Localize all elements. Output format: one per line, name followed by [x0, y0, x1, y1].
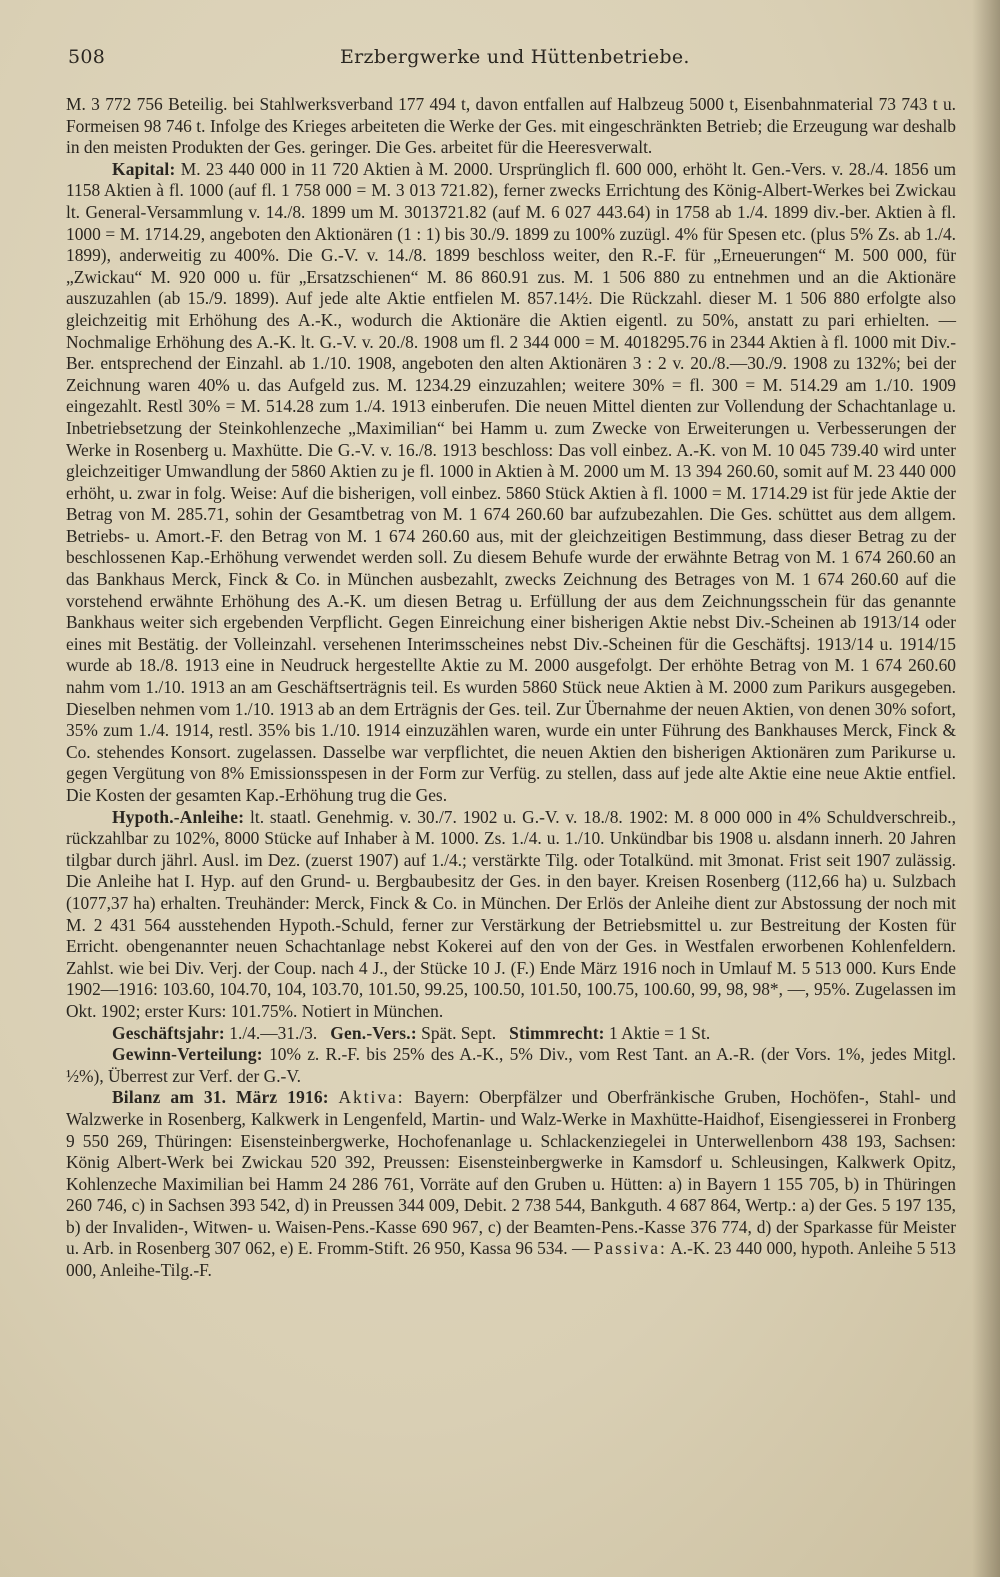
paragraph-text: 1 Aktie = 1 St.: [609, 1022, 711, 1043]
paragraph-text: 1./4.—31./3.: [229, 1022, 318, 1043]
section-label-gen-vers: Gen.-Vers.:: [330, 1022, 417, 1043]
paragraph-text: 10% z. R.-F. bis 25% des A.-K., 5% Div., vom Rest Tant. an A.-R. (der Vors. 1%, jedes Mitgl. ½%), Überrest zur Verf. der G.-V.: [66, 1044, 956, 1086]
section-label-stimmrecht: Stimmrecht:: [509, 1022, 605, 1043]
paragraph-hypoth-anleihe: [66, 807, 956, 1023]
paragraph-text: Bayern: Oberpfälzer und Oberfränkische Gruben, Hochöfen-, Stahl- und Walzwerke in Rosenberg, Kalkwerk in Lengenfeld, Martin- und Walz-Werke in Maxhütte-Haidhof, Eisengiesserei in Fronberg 9 550 269, Thüringen: Eisensteinbergwerke, Hochofenanlage u. Schlackenziegelei in Unterwellenborn 438 193, Sachsen: König Albert-Werk bei Zwickau 520 392, Preussen: Eisensteinbergwerke in Kamsdorf u. Schleusingen, Kalkwerk Opitz, Kohlenzeche Maximilian bei Hamm 24 286 761, Vorräte auf den Gruben u. Hütten: a) in Bayern 1 155 705, b) in Thüringen 260 746, c) in Sachsen 393 542, d) in Preussen 344 009, Debit. 2 738 544, Bankguth. 4 687 864, Wertp.: a) der Ges. 5 197 135, b) der Invaliden-, Witwen- u. Waisen-Pens.-Kasse 690 967, c) der Beamten-Pens.-Kasse 376 774, d) der Sparkasse für Meister u. Arb. in Rosenberg 307 062, e) E. Fromm-Stift. 26 950, Kassa 96 534. —: [66, 1087, 956, 1259]
paragraph-geschaeftsjahr: [66, 1023, 956, 1045]
page-header: [68, 46, 932, 76]
paragraph-text: lt. staatl. Genehmig. v. 30./7. 1902 u. G.-V. v. 18./8. 1902: M. 8 000 000 in 4% Schuldverschreib., rückzahlbar zu 102%, 8000 Stücke auf Inhaber à M. 1000. Zs. 1./4. u. 1./10. Unkündbar bis 1908 u. alsdann innerh. 20 Jahren tilgbar durch jährl. Ausl. im Dez. (zuerst 1907) auf 1./4.; verstärkte Tilg. oder Totalkünd. mit 3monat. Frist seit 1907 zulässig. Die Anleihe hat I. Hyp. auf den Grund- u. Bergbaubesitz der Ges. in den bayer. Kreisen Rosenberg (112,66 ha) u. Sulzbach (1077,37 ha) erhalten. Treuhänder: Merck, Finck & Co. in München. Der Erlös der Anleihe dient zur Abstossung der noch mit M. 2 431 564 ausstehenden Hypoth.-Schuld, ferner zur Verstärkung der Betriebsmittel u. zur Bestreitung der Kosten für Erricht. obengenannter neuen Schachtanlage nebst Kokerei auf den von der Ges. in Westfalen erworbenen Kohlenfeldern. Zahlst. wie bei Div. Verj. der Coup. nach 4 J., der Stücke 10 J. (F.) Ende März 1916 noch in Umlauf M. 5 513 000. Kurs Ende 1902—1916: 103.60, 104.70, 104, 103.70, 101.50, 99.25, 100.50, 101.50, 100.75, 100.60, 99, 98, 98*, —, 95%. Zugelassen im Okt. 1902; erster Kurs: 101.75%. Notiert in München.: [66, 806, 956, 1021]
aktiva-label: Aktiva:: [338, 1087, 405, 1108]
section-label-kapital: Kapital:: [112, 158, 176, 179]
section-label-bilanz: Bilanz am 31. März 1916:: [112, 1087, 329, 1108]
paragraph-text: M. 23 440 000 in 11 720 Aktien à M. 2000. Ursprünglich fl. 600 000, erhöht lt. Gen.-Vers. v. 28./4. 1856 um 1158 Aktien à fl. 1000 (auf fl. 1 758 000 = M. 3 013 721.82), ferner zwecks Errichtung des König-Albert-Werkes bei Zwickau lt. General-Versammlung v. 14./8. 1899 um M. 3013721.82 (auf M. 6 027 443.64) in 1758 ab 1./4. 1899 div.-ber. Aktien à fl. 1000 = M. 1714.29, angeboten den Aktionären (1 : 1) bis 30./9. 1899 zu 100% zuzügl. 4% für Spesen etc. (plus 5% Zs. ab 1./4. 1899), anderweitig zu 400%. Die G.-V. v. 14./8. 1899 beschloss weiter, den R.-F. für „Erneuerungen“ M. 500 000, für „Zwickau“ M. 920 000 u. für „Ersatzschienen“ M. 86 860.91 zus. M. 1 506 880 zu entnehmen und an die Aktionäre auszuzahlen (ab 15./9. 1899). Auf jede alte Aktie entfielen M. 857.14½. Die Rückzahl. dieser M. 1 506 880 erfolgte also gleichzeitig mit Erhöhung des A.-K., wodurch die Aktionäre die Aktien eigentl. zu 50%, anstatt zu pari erhielten. — Nochmalige Erhöhung des A.-K. lt. G.-V. v. 20./8. 1908 um fl. 2 344 000 = M. 4018295.76 in 2344 Aktien à fl. 1000 mit Div.-Ber. entsprechend der Einzahl. ab 1./10. 1908, angeboten den alten Aktionären 3 : 2 v. 20./8.—30./9. 1908 zu 132%; bei der Zeichnung waren 40% u. das Aufgeld zus. M. 1234.29 einzuzahlen; weitere 30% = fl. 300 = M. 514.29 am 1./10. 1909 eingezahlt. Restl 30% = M. 514.28 zum 1./4. 1913 einberufen. Die neuen Mittel dienten zur Vollendung der Schachtanlage u. Inbetriebsetzung der Steinkohlenzeche „Maximilian“ bei Hamm u. zum Zwecke von Erweiterungen u. Verbesserungen der Werke in Rosenberg u. Maxhütte. Die G.-V. v. 16./8. 1913 beschloss: Das voll einbez. A.-K. von M. 10 045 739.40 wird unter gleichzeitiger Umwandlung der 5860 Aktien zu je fl. 1000 in Aktien à M. 2000 um M. 13 394 260.60, somit auf M. 23 440 000 erhöht, u. zwar in folg. Weise: Auf die bisherigen, voll einbez. 5860 Stück Aktien à fl. 1000 = M. 1714.29 ist für jede Aktie der Betrag von M. 285.71, sohin der Gesamtbetrag von M. 1 674 260.60 bar aufzubezahlen. Die Ges. schüttet aus dem allgem. Betriebs- u. Amort.-F. den Betrag von M. 1 674 260.60 aus, mit der gleichzeitigen Bestimmung, dass dieser Betrag zu der beschlossenen Kap.-Erhöhung verwendet werden soll. Zu diesem Behufe wurde der erwähnte Betrag von M. 1 674 260.60 an das Bankhaus Merck, Finck & Co. in München ausbezahlt, zwecks Zeichnung des Betrages von M. 1 674 260.60 auf die vorstehend erwähnte Erhöhung des A.-K. um diesen Betrag u. Erfüllung der aus dem Zeichnungsschein für das genannte Bankhaus weiter sich ergebenden Verpflicht. Gegen Einreichung einer bisherigen Aktie nebst Div.-Scheinen ab 1913/14 oder eines mit Bestätig. der Volleinzahl. versehenen Interimsscheines nebst Div.-Scheinen für die Geschäftsj. 1913/14 u. 1914/15 wurde ab 18./8. 1913 eine in Neudruck hergestellte Aktie zu M. 2000 ausgefolgt. Der erhöhte Betrag von M. 1 674 260.60 nahm vom 1./10. 1913 an am Geschäftserträgnis teil. Es wurden 5860 Stück neue Aktien à M. 2000 zum Parikurs ausgegeben. Dieselben nehmen vom 1./10. 1913 ab an dem Erträgnis der Ges. teil. Zur Übernahme der neuen Aktien, von denen 30% sofort, 35% zum 1./4. 1914, restl. 35% bis 1./10. 1914 einzuzählen waren, wurde ein unter Führung des Bankhauses Merck, Finck & Co. stehendes Konsort. zugelassen. Dasselbe war verpflichtet, die neuen Aktien den bisherigen Aktionären zum Parikurse u. gegen Vergütung von 8% Emissionsspesen in der Form zur Verfüg. zu stellen, dass auf jede alte Aktie eine neue Aktie entfiel. Die Kosten der gesamten Kap.-Erhöhung trug die Ges.: [66, 158, 956, 805]
paragraph-production: [66, 94, 956, 159]
paragraph-text: Spät. Sept.: [421, 1022, 497, 1043]
page-edge-shadow: [972, 0, 1000, 1577]
paragraph-kapital: [66, 159, 956, 807]
section-label-gewinn-verteilung: Gewinn-Verteilung:: [112, 1044, 263, 1065]
section-label-hypoth-anleihe: Hypoth.-Anleihe:: [112, 806, 245, 827]
paragraph-bilanz: [66, 1087, 956, 1281]
running-head: Erzbergwerke und Hüttenbetriebe.: [340, 46, 690, 68]
section-label-geschaeftsjahr: Geschäftsjahr:: [112, 1022, 225, 1043]
paragraph-text: M. 3 772 756 Beteilig. bei Stahlwerksverband 177 494 t, davon entfallen auf Halbzeug 5000 t, Eisenbahnmaterial 73 743 t u. Formeisen 98 746 t. Infolge des Krieges arbeiteten die Werke der Ges. mit eingeschränkten Betrieb; die Erzeugung war deshalb in den meisten Produkten der Ges. geringer. Die Ges. arbeitet für die Heeresverwalt.: [66, 94, 956, 158]
body-text: [66, 94, 956, 1282]
paragraph-text: A.-K. 23 440 000, hypoth. Anleihe 5 513 000, Anleihe-Tilg.-F.: [66, 1238, 956, 1281]
page-number: 508: [68, 46, 106, 68]
passiva-label: Passiva:: [593, 1238, 667, 1259]
paragraph-gewinn-verteilung: [66, 1044, 956, 1087]
